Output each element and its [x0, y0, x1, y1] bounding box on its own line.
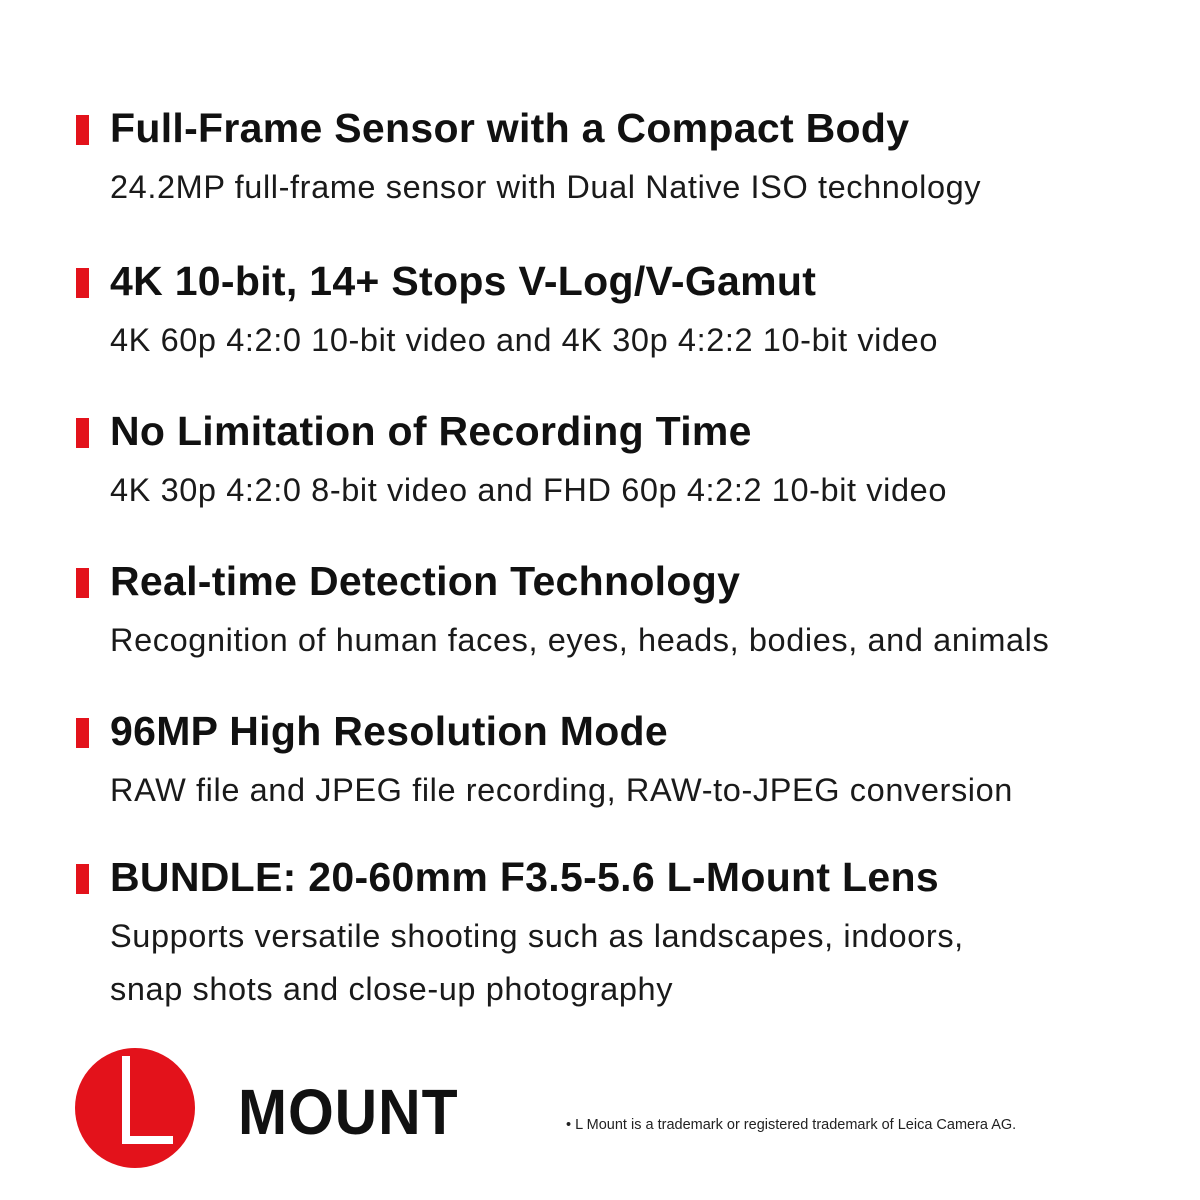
feature-title: No Limitation of Recording Time [110, 408, 752, 454]
bullet-bar [76, 268, 89, 298]
feature-description: 24.2MP full-frame sensor with Dual Native ISO technology [110, 169, 982, 205]
feature-description: 4K 30p 4:2:0 8-bit video and FHD 60p 4:2:2 10-bit video [110, 472, 947, 508]
feature-description: 4K 60p 4:2:0 10-bit video and 4K 30p 4:2:2 10-bit video [110, 322, 939, 358]
feature-description-line-2: snap shots and close-up photography [110, 971, 674, 1007]
mount-logo-text: MOUNT [238, 1076, 459, 1148]
feature-description: Supports versatile shooting such as landscapes, indoors, [110, 918, 964, 954]
l-mount-logo-icon [75, 1048, 195, 1168]
feature-title: BUNDLE: 20-60mm F3.5-5.6 L-Mount Lens [110, 854, 939, 900]
bullet-bar [76, 718, 89, 748]
feature-title: Real-time Detection Technology [110, 558, 741, 604]
feature-title: 96MP High Resolution Mode [110, 708, 668, 754]
bullet-bar [76, 418, 89, 448]
trademark-footnote: • L Mount is a trademark or registered trademark of Leica Camera AG. [566, 1117, 1017, 1133]
bullet-bar [76, 568, 89, 598]
feature-description: RAW file and JPEG file recording, RAW-to-JPEG conversion [110, 772, 1013, 808]
feature-description: Recognition of human faces, eyes, heads, bodies, and animals [110, 622, 1050, 658]
feature-title: Full-Frame Sensor with a Compact Body [110, 105, 910, 151]
bullet-bar [76, 115, 89, 145]
feature-title: 4K 10-bit, 14+ Stops V-Log/V-Gamut [110, 258, 817, 304]
bullet-bar [76, 864, 89, 894]
